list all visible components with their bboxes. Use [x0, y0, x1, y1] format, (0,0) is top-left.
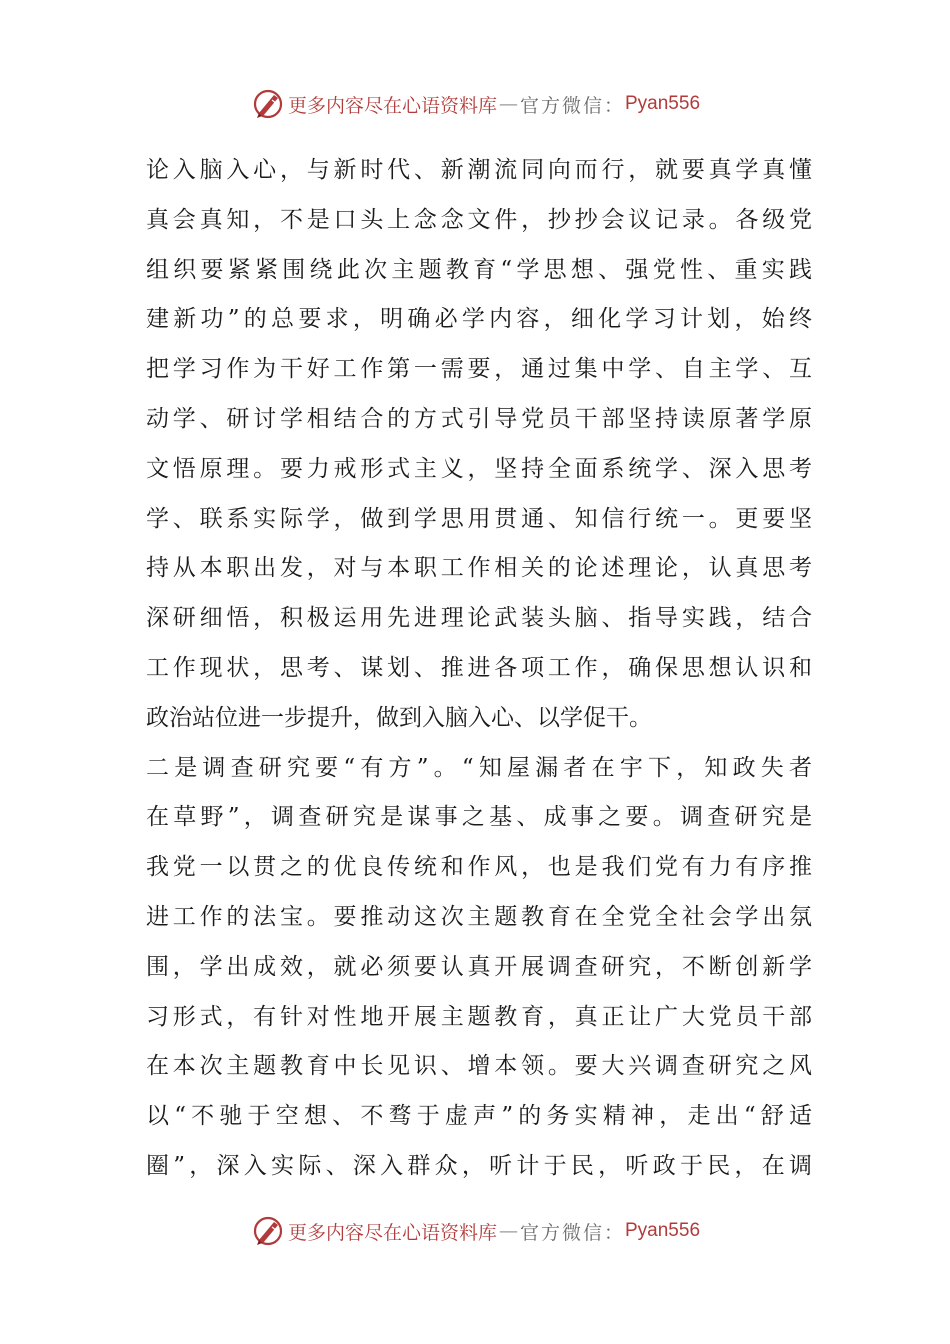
- text-line: 进工作的法宝。要推动这次主题教育在全党全社会学出氛: [146, 903, 812, 930]
- text-line: 动学、研讨学相结合的方式引导党员干部坚持读原著学原: [146, 405, 812, 432]
- text-line: 论入脑入心，与新时代、新潮流同向而行，就要真学真懂: [146, 157, 812, 183]
- footer-site-text: 更多内容尽在心语资料库: [287, 1221, 497, 1244]
- header-wechat-id: Pyan556: [625, 93, 701, 114]
- header-site-text: 更多内容尽在心语资料库: [287, 94, 497, 117]
- text-line: 我党一以贯之的优良传统和作风，也是我们党有力有序推: [146, 854, 812, 881]
- text-line: 真会真知，不是口头上念念文件，抄抄会议记录。各级党: [146, 206, 812, 233]
- header-dash: —: [498, 93, 518, 115]
- header-banner: [0, 84, 950, 124]
- pen-logo-icon: [250, 1213, 286, 1249]
- pen-logo-icon: [250, 86, 286, 122]
- text-line: 习形式，有针对性地开展主题教育，真正让广大党员干部: [146, 1003, 812, 1030]
- footer-dash: —: [498, 1220, 518, 1242]
- text-line: 深研细悟，积极运用先进理论武装头脑、指导实践，结合: [146, 605, 812, 632]
- text-line: 组织要紧紧围绕此次主题教育“学思想、强党性、重实践: [146, 256, 812, 283]
- text-line: 以“不驰于空想、不骛于虚声”的务实精神，走出“舒适: [146, 1103, 812, 1130]
- footer-wechat-id: Pyan556: [625, 1220, 701, 1241]
- text-line: 学、联系实际学，做到学思用贯通、知信行统一。更要坚: [146, 505, 812, 532]
- text-line: 二是调查研究要“有方”。“知屋漏者在宇下，知政失者: [146, 754, 812, 781]
- text-line: 持从本职出发，对与本职工作相关的论述理论，认真思考: [146, 555, 812, 582]
- header-wechat-label: 官方微信：: [519, 94, 625, 117]
- text-line: 工作现状，思考、谋划、推进各项工作，确保思想认识和: [146, 654, 812, 681]
- text-line: 政治站位进一步提升，做到入脑入心、以学促干。: [146, 704, 652, 731]
- text-line: 把学习作为干好工作第一需要，通过集中学、自主学、互: [146, 356, 812, 383]
- footer-banner: [0, 1211, 950, 1251]
- text-line: 在草野”，调查研究是谋事之基、成事之要。调查研究是: [146, 804, 812, 831]
- text-line: 建新功”的总要求，明确必学内容，细化学习计划，始终: [146, 306, 812, 333]
- text-line: 圈”，深入实际、深入群众，听计于民，听政于民，在调: [146, 1152, 812, 1179]
- footer-wechat-label: 官方微信：: [519, 1221, 625, 1244]
- text-line: 文悟原理。要力戒形式主义，坚持全面系统学、深入思考: [146, 455, 812, 482]
- text-line: 在本次主题教育中长见识、增本领。要大兴调查研究之风: [146, 1053, 812, 1080]
- text-line: 围，学出成效，就必须要认真开展调查研究，不断创新学: [146, 953, 812, 980]
- document-body: [146, 146, 812, 1192]
